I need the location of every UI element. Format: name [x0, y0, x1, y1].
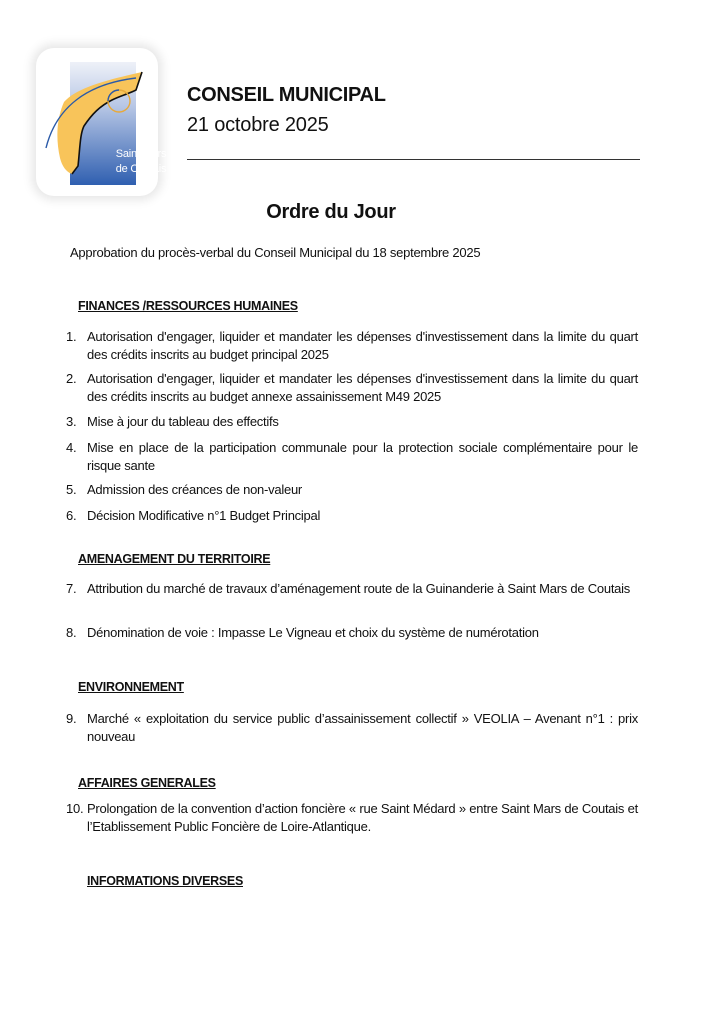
agenda-item-text: Décision Modificative n°1 Budget Principal: [87, 508, 321, 523]
logo-town-line2: de Coutais: [115, 163, 167, 175]
agenda-item: [66, 439, 638, 474]
agenda-item: [66, 624, 638, 642]
section-heading-finances: FINANCES /RESSOURCES HUMAINES: [78, 299, 298, 313]
agenda-item-number: 2.: [66, 371, 77, 386]
agenda-item: [66, 370, 638, 405]
logo-town-line1: Saint Mars: [115, 148, 167, 160]
agenda-item-number: 4.: [66, 440, 77, 455]
meeting-date: 21 octobre 2025: [187, 114, 329, 136]
header-divider: [187, 159, 640, 160]
minutes-approval-line: Approbation du procès-verbal du Conseil Municipal du 18 septembre 2025: [70, 245, 481, 260]
agenda-item: [66, 580, 638, 598]
agenda-item: [66, 710, 638, 745]
agenda-item-number: 1.: [66, 329, 77, 344]
agenda-item-text: Mise à jour du tableau des effectifs: [87, 414, 279, 429]
section-heading-affaires-generales: AFFAIRES GENERALES: [78, 776, 216, 790]
agenda-item-text: Admission des créances de non-valeur: [87, 482, 303, 497]
council-title: CONSEIL MUNICIPAL: [187, 84, 386, 106]
agenda-item: [66, 800, 638, 835]
agenda-item: [66, 507, 638, 525]
agenda-item-number: 7.: [66, 581, 77, 596]
town-logo: [36, 48, 167, 196]
agenda-item-number: 10.: [66, 801, 84, 816]
agenda-item-number: 3.: [66, 414, 77, 429]
section-heading-environnement: ENVIRONNEMENT: [78, 680, 184, 694]
agenda-item-text: Mise en place de la participation communale pour la protection sociale complémentaire pour le risque sante: [87, 440, 638, 473]
agenda-item: [66, 328, 638, 363]
agenda-item-number: 6.: [66, 508, 77, 523]
section-heading-amenagement: AMENAGEMENT DU TERRITOIRE: [78, 552, 271, 566]
agenda-item: [66, 481, 638, 499]
agenda-item-text: Marché « exploitation du service public d’assainissement collectif » VEOLIA – Avenant n°1 : prix nouveau: [87, 711, 638, 744]
section-heading-informations-diverses: INFORMATIONS DIVERSES: [87, 874, 243, 888]
agenda-item-text: Autorisation d'engager, liquider et mandater les dépenses d'investissement dans la limite du quart des crédits inscrits au budget annexe assainissement M49 2025: [87, 371, 638, 404]
agenda-item: [66, 413, 638, 431]
agenda-item-text: Prolongation de la convention d’action foncière « rue Saint Médard » entre Saint Mars de Coutais et l’Etablissement Public Foncière de Loire-Atlantique.: [87, 801, 638, 834]
agenda-item-text: Attribution du marché de travaux d’aménagement route de la Guinanderie à Saint Mars de Coutais: [87, 581, 631, 596]
document-title: Ordre du Jour: [266, 201, 396, 223]
agenda-item-number: 5.: [66, 482, 77, 497]
agenda-item-text: Dénomination de voie : Impasse Le Vigneau et choix du système de numérotation: [87, 625, 539, 640]
agenda-item-number: 9.: [66, 711, 77, 726]
agenda-item-text: Autorisation d'engager, liquider et mandater les dépenses d'investissement dans la limite du quart des crédits inscrits au budget principal 2025: [87, 329, 638, 362]
agenda-item-number: 8.: [66, 625, 77, 640]
